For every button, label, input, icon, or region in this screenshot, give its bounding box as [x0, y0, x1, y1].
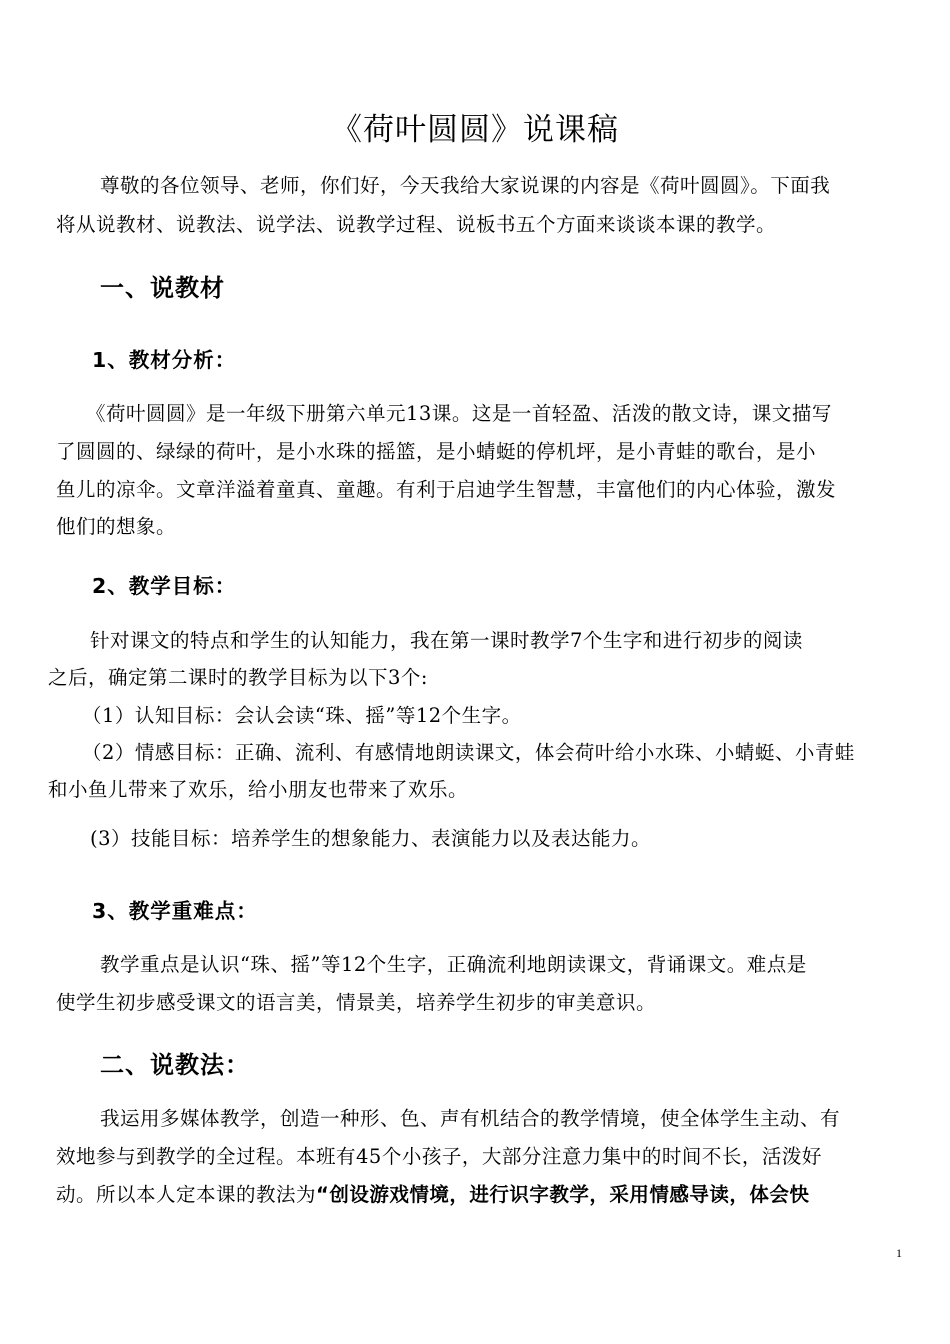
goals-intro-line-1: 针对课文的特点和学生的认知能力，我在第一课时教学7个生字和进行初步的阅读 — [90, 629, 803, 652]
key-points-line-2: 使学生初步感受课文的语言美，情景美，培养学生初步的审美意识。 — [56, 991, 657, 1014]
method-line-1: 我运用多媒体教学，创造一种形、色、声有机结合的教学情境，使全体学生主动、有 — [100, 1107, 841, 1130]
goals-intro-line-2: 之后，确定第二课时的教学目标为以下3个: — [48, 666, 428, 689]
analysis-line-3: 鱼儿的凉伞。文章洋溢着童真、童趣。有利于启迪学生智慧，丰富他们的内心体验，激发 — [56, 478, 837, 501]
method-line-3 — [56, 1176, 809, 1214]
page-title: 《荷叶圆圆》说课稿 — [331, 112, 619, 148]
section-2-heading: 二、说教法： — [100, 1051, 250, 1079]
goal-3: (3）技能目标：培养学生的想象能力、表演能力以及表达能力。 — [90, 827, 652, 850]
goal-1: （1）认知目标：会认会读“珠、摇”等12个生字。 — [82, 704, 522, 727]
page-number: 1 — [896, 1246, 902, 1260]
analysis-line-1: 《荷叶圆圆》是一年级下册第六单元13课。这是一首轻盈、活泼的散文诗，课文描写 — [86, 402, 832, 425]
method-line-3-bold: “创设游戏情境，进行识字教学，采用情感导读，体会快 — [316, 1183, 810, 1206]
analysis-line-2: 了圆圆的、绿绿的荷叶，是小水珠的摇篮，是小蜻蜓的停机坪，是小青蛙的歌台，是小 — [56, 440, 817, 463]
subsection-3-heading: 3、教学重难点： — [92, 899, 258, 923]
subsection-2-heading: 2、教学目标： — [92, 574, 237, 598]
subsection-1-heading: 1、教材分析： — [92, 348, 237, 372]
key-points-line-1: 教学重点是认识“珠、摇”等12个生字，正确流利地朗读课文，背诵课文。难点是 — [100, 953, 807, 976]
intro-line-1: 尊敬的各位领导、老师，你们好，今天我给大家说课的内容是《荷叶圆圆》。下面我 — [100, 174, 831, 197]
analysis-line-4: 他们的想象。 — [56, 515, 177, 538]
method-line-3-plain: 动。所以本人定本课的教法为 — [56, 1183, 317, 1206]
goal-2-line-2: 和小鱼儿带来了欢乐，给小朋友也带来了欢乐。 — [48, 778, 469, 801]
goal-2-line-1: （2）情感目标：正确、流利、有感情地朗读课文，体会荷叶给小水珠、小蜻蜓、小青蛙 — [82, 741, 855, 764]
section-1-heading: 一、说教材 — [100, 274, 225, 302]
intro-line-2: 将从说教材、说教法、说学法、说教学过程、说板书五个方面来谈谈本课的教学。 — [56, 213, 777, 236]
method-line-2: 效地参与到教学的全过程。本班有45个小孩子，大部分注意力集中的时间不长，活泼好 — [56, 1145, 822, 1168]
